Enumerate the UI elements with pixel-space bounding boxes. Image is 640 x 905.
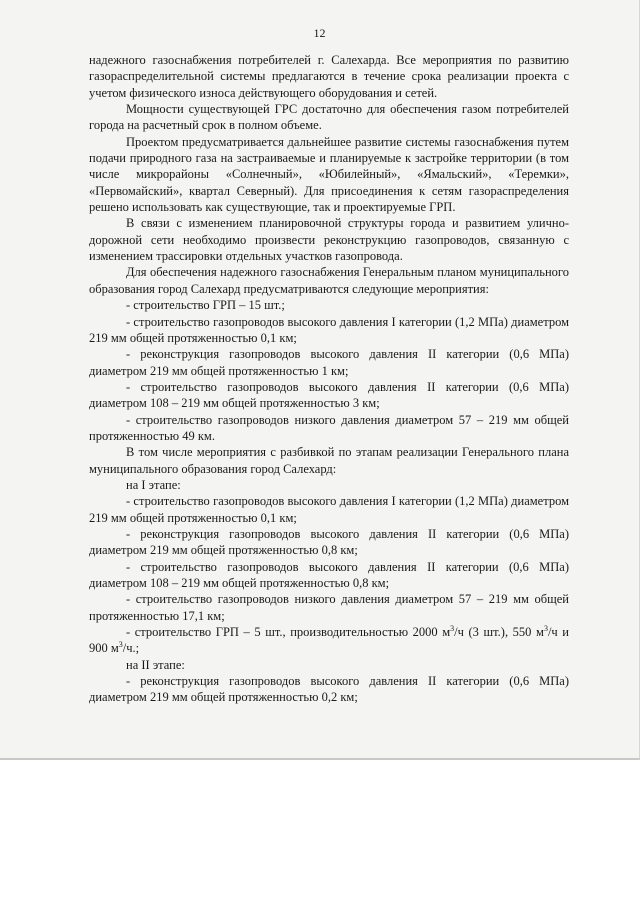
list-item: - реконструкция газопроводов высокого давления II категории (0,6 МПа) диаметром 219 мм общей протяженностью 1 км; [89, 347, 569, 378]
paragraph-project-development: Проектом предусматривается дальнейшее развитие системы газоснабжения путем подачи природного газа на застраиваемые и планируемые к застройке территории (в том числе микрорайоны «Солнечный», «Юбилейный», «Ямальский», «Теремки», «Первомайский», квартал Северный). Для присоединения к сетям газораспределения решено использовать как существующие, так и проектируемые ГРП. [89, 134, 569, 215]
list-item: - строительство газопроводов высокого давления II категории (0,6 МПа) диаметром 108 – 219 мм общей протяженностью 0,8 км; [89, 559, 569, 590]
cubic-superscript: 3 [118, 640, 123, 650]
paragraph-grs-capacity: Мощности существующей ГРС достаточно для обеспечения газом потребителей города на расчетный срок в полном объеме. [89, 102, 569, 133]
stage-heading-1: на I этапе: [126, 477, 181, 492]
cubic-superscript: 3 [543, 623, 548, 633]
blank-area [0, 760, 640, 905]
paragraph-reliable-supply: надежного газоснабжения потребителей г. Салехарда. Все мероприятия по развитию газораспределительной системы предлагаются в течение срока реализации проекта с учетом физического износа действующего оборудования и сетей. [89, 53, 569, 100]
grp-text-part: - строительство ГРП – 5 шт., производительностью 2000 м [126, 625, 451, 640]
page-number: 12 [313, 26, 326, 40]
paragraph-measures-intro: Для обеспечения надежного газоснабжения Генеральным планом муниципального образования город Салехард предусматриваются следующие мероприятия: [89, 265, 569, 296]
list-item: - строительство газопроводов низкого давления диаметром 57 – 219 мм общей протяженностью 49 км. [89, 412, 569, 443]
list-item: - строительство ГРП – 15 шт.; [126, 298, 285, 313]
list-item: - строительство газопроводов высокого давления I категории (1,2 МПа) диаметром 219 мм общей протяженностью 0,1 км; [89, 494, 569, 525]
paragraph-reconstruction-reason: В связи с изменением планировочной структуры города и развитием улично-дорожной сети необходимо произвести реконструкцию газопроводов, связанную с изменением трассировки отдельных участков газопровода. [89, 216, 569, 264]
list-item: - реконструкция газопроводов высокого давления II категории (0,6 МПа) диаметром 219 мм общей протяженностью 0,8 км; [89, 526, 569, 558]
paragraph-stages-intro: В том числе мероприятия с разбивкой по этапам реализации Генерального плана муниципального образования город Салехард: [89, 445, 569, 476]
stage-heading-2: на II этапе: [126, 657, 185, 672]
list-item: - строительство газопроводов низкого давления диаметром 57 – 219 мм общей протяженностью 17,1 км; [89, 592, 569, 623]
cubic-superscript: 3 [450, 623, 455, 633]
grp-text-part: /ч и 900 м [89, 625, 569, 656]
grp-text-part: /ч.; [122, 641, 140, 656]
grp-text-part: /ч (3 шт.), 550 м [454, 625, 544, 640]
list-item: - реконструкция газопроводов высокого давления II категории (0,6 МПа) диаметром 219 мм общей протяженностью 0,2 км; [89, 674, 569, 705]
list-item: - строительство газопроводов высокого давления I категории (1,2 МПа) диаметром 219 мм общей протяженностью 0,1 км; [89, 314, 569, 345]
list-item: - строительство газопроводов высокого давления II категории (0,6 МПа) диаметром 108 – 219 мм общей протяженностью 3 км; [89, 379, 569, 411]
list-item-grp-capacity [89, 624, 569, 657]
document-text [89, 52, 569, 706]
